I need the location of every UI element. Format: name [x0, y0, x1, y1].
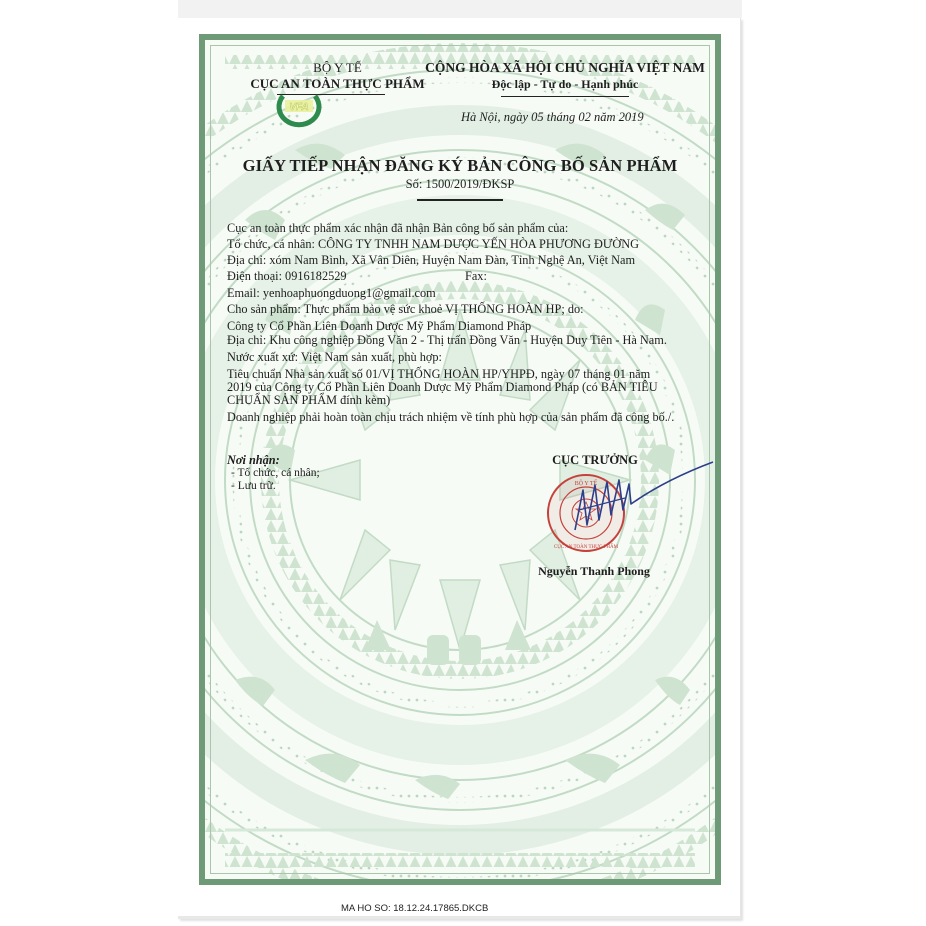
standard-line-3: CHUẨN SẢN PHẨM đính kèm) [227, 393, 391, 407]
svg-text:BỘ Y TẾ: BỘ Y TẾ [574, 481, 598, 487]
national-motto: Độc lập - Tự do - Hạnh phúc [491, 77, 639, 91]
agency-name: CỤC AN TOÀN THỰC PHẨM [250, 76, 425, 91]
manufacturer-text: Công ty Cổ Phần Liên Doanh Dược Mỹ Phẩm Diamond Pháp [227, 319, 532, 333]
ministry-name: BỘ Y TẾ [313, 60, 362, 75]
svg-text:CỤC AN TOÀN THỰC PHẨM: CỤC AN TOÀN THỰC PHẨM [553, 545, 619, 550]
product-text: Cho sản phẩm: Thực phẩm bảo vệ sức khoẻ VỊ THỐNG HOÀN HP; do: [227, 302, 584, 316]
standard-line-1: Tiêu chuẩn Nhà sản xuất số 01/VỊ THỐNG HOÀN HP/YHPĐ, ngày 07 tháng 01 năm [227, 367, 651, 381]
fax-text: Fax: [465, 269, 487, 283]
vfa-logo-icon [271, 86, 327, 130]
email-text: Email: yenhoaphuongduong1@gmail.com [227, 286, 436, 300]
certificate-background [205, 40, 715, 879]
svg-text:VFA: VFA [289, 102, 309, 113]
certificate-frame [199, 34, 721, 885]
recipient-item: - Tổ chức, cá nhân; [231, 467, 320, 479]
organization-text: Tổ chức, cá nhân: CÔNG TY TNHH NAM DƯỢC YẾN HÒA PHƯƠNG ĐƯỜNG [227, 237, 640, 251]
responsibility-text: Doanh nghiệp phải hoàn toàn chịu trách nhiệm về tính phù hợp của sản phẩm đã công bố./. [227, 410, 675, 424]
origin-text: Nước xuất xứ: Việt Nam sản xuất, phù hợp: [227, 350, 442, 364]
standard-line-2: 2019 của Công ty Cổ Phần Liên Doanh Dược Mỹ Phẩm Diamond Pháp (có BẢN TIÊU [227, 380, 658, 394]
viewer-top-bar [178, 0, 742, 18]
recipient-item: - Lưu trữ. [231, 480, 276, 492]
document-title: GIẤY TIẾP NHẬN ĐĂNG KÝ BẢN CÔNG BỐ SẢN PHẨM [242, 156, 678, 175]
issue-date: Hà Nội, ngày 05 tháng 02 năm 2019 [461, 110, 644, 124]
file-code: MA HO SO: 18.12.24.17865.DKCB [341, 903, 489, 914]
signature-icon [565, 460, 715, 540]
phone-text: Điện thoại: 0916182529 [227, 269, 347, 283]
country-name: CỘNG HÒA XÃ HỘI CHỦ NGHĨA VIỆT NAM [425, 60, 705, 75]
signer-name: Nguyễn Thanh Phong [538, 564, 650, 578]
intro-text: Cục an toàn thực phẩm xác nhận đã nhận Bản công bố sản phẩm của: [227, 221, 569, 235]
motto-underline [501, 96, 629, 97]
number-underline [417, 199, 503, 201]
manufacturer-address-text: Địa chỉ: Khu công nghiệp Đồng Văn 2 - Thị trấn Đồng Văn - Huyện Duy Tiên - Hà Nam. [227, 333, 667, 347]
signer-title: CỤC TRƯỞNG [552, 453, 638, 467]
address-text: Địa chỉ: xóm Nam Bình, Xã Vân Diên, Huyện Nam Đàn, Tỉnh Nghệ An, Việt Nam [227, 253, 636, 267]
document-number: Số: 1500/2019/ĐKSP [405, 177, 515, 191]
recipients-label: Nơi nhận: [227, 453, 280, 467]
